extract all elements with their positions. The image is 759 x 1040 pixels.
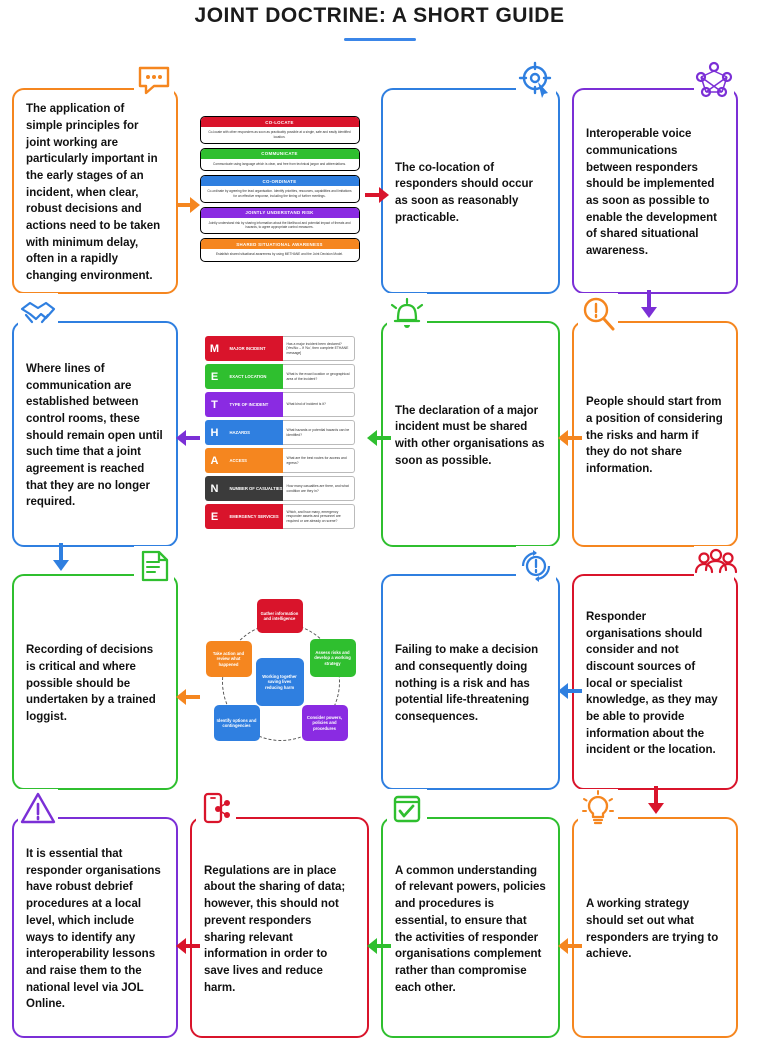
- card-text: A common understanding of relevant powers, policies and procedures is essential, to ensure that the activities of responder organisations complement rather than compromise each other.: [395, 864, 546, 994]
- cell-r2c4: [570, 309, 740, 549]
- methane-row: [205, 336, 355, 361]
- methane-row: [205, 420, 355, 445]
- joint-decision-model-diagram: [188, 572, 371, 792]
- card-text: It is essential that responder organisations have robust debrief procedures at a local level, which include ways to identify any interoperability lessons and raise them to the national level via JOL Online.: [26, 848, 161, 1011]
- people-group-icon: [694, 546, 734, 586]
- principle-heading: CO-ORDINATE: [201, 176, 359, 186]
- arrow-left-red: [174, 935, 200, 957]
- warning-triangle-icon: [18, 789, 58, 829]
- card-text: Responder organisations should consider and not discount sources of local or specialist knowledge, as they may be able to provide information about the incident or the location.: [586, 610, 718, 757]
- principle-row: [200, 175, 360, 203]
- checklist-icon: [387, 789, 427, 829]
- jdm-node: Assess risks and develop a working strategy: [310, 639, 356, 677]
- title-divider: [344, 38, 416, 41]
- cell-r1c4: [570, 76, 740, 296]
- target-location-icon: [516, 60, 556, 100]
- speech-bubble-icon: [134, 60, 174, 100]
- arrow-down-blue: [50, 543, 72, 573]
- methane-label: HAZARDS: [225, 420, 283, 445]
- principle-heading: COMMUNICATE: [201, 149, 359, 159]
- methane-label: EMERGENCY SERVICES: [225, 504, 283, 529]
- cell-r2c2-illustration: [188, 309, 371, 549]
- card-r4c1: [12, 817, 178, 1038]
- infographic-grid: [10, 76, 749, 1016]
- cell-r3c1: [10, 562, 180, 792]
- magnifier-warning-icon: [578, 293, 618, 333]
- jdm-node: Take action and review what happened: [206, 641, 252, 677]
- handshake-icon: [18, 293, 58, 333]
- methane-desc: Has a major incident been declared? [Yes/No – If 'No', then complete ETHANE message]: [283, 336, 355, 361]
- principle-body: Establish shared situational awareness by using METHANE and the Joint Decision Model.: [215, 252, 344, 257]
- methane-row: [205, 364, 355, 389]
- card-text: Regulations are in place about the sharing of data; however, this should not prevent responders sharing relevant information in order to save lives and reduce harm.: [204, 864, 346, 994]
- cell-r4c3: [379, 805, 562, 1040]
- arrow-right-red: [365, 184, 391, 206]
- card-text: The declaration of a major incident must be shared with other organisations as soon as possible.: [395, 404, 545, 467]
- principle-row: [200, 238, 360, 261]
- jdm-node: Gather information and intelligence: [257, 599, 303, 633]
- card-text: Failing to make a decision and consequently doing nothing is a risk and has potential life-threatening consequences.: [395, 644, 539, 723]
- arrow-left-purple: [174, 427, 200, 449]
- methane-label: MAJOR INCIDENT: [225, 336, 283, 361]
- arrow-down-purple: [638, 290, 660, 320]
- methane-desc: Which, and how many, emergency responder assets and personnel are required or are already on scene?: [283, 504, 355, 529]
- principle-body: Co-ordinate by agreeing the lead organisation. Identify priorities, resources, capabilities and limitations for an effective response, including the timing of further meetings.: [207, 189, 352, 198]
- card-r2c3: [381, 321, 560, 547]
- cell-r3c4: [570, 562, 740, 792]
- card-r1c1: [12, 88, 178, 294]
- methane-row: [205, 448, 355, 473]
- principle-heading: CO-LOCATE: [201, 117, 359, 127]
- methane-model-diagram: [188, 319, 371, 549]
- card-r3c1: [12, 574, 178, 790]
- methane-letter: M: [205, 336, 225, 361]
- methane-row: [205, 392, 355, 417]
- card-r1c4: [572, 88, 738, 294]
- page-title: JOINT DOCTRINE: A SHORT GUIDE: [194, 4, 565, 27]
- arrow-left-orange: [556, 427, 582, 449]
- methane-letter: N: [205, 476, 225, 501]
- cell-r4c4: [570, 805, 740, 1040]
- methane-label: TYPE OF INCIDENT: [225, 392, 283, 417]
- methane-label: NUMBER OF CASUALTIES: [225, 476, 283, 501]
- card-text: A working strategy should set out what responders are trying to achieve.: [586, 898, 719, 961]
- methane-label: EXACT LOCATION: [225, 364, 283, 389]
- mobile-share-icon: [196, 789, 236, 829]
- principle-row: [200, 116, 360, 144]
- card-text: Recording of decisions is critical and where possible should be undertaken by a trained loggist.: [26, 644, 156, 723]
- principle-heading: SHARED SITUATIONAL AWARENESS: [201, 239, 359, 249]
- card-r2c4: [572, 321, 738, 547]
- card-r1c3: [381, 88, 560, 294]
- card-r4c4: [572, 817, 738, 1038]
- arrow-left-green: [365, 427, 391, 449]
- jdm-node: Consider powers, policies and procedures: [302, 705, 348, 741]
- card-r2c1: [12, 321, 178, 547]
- card-r3c4: [572, 574, 738, 790]
- methane-desc: What kind of incident is it?: [283, 392, 355, 417]
- principle-body: Communicate using language which is clear, and free from technical jargon and abbreviations.: [213, 161, 346, 166]
- methane-letter: A: [205, 448, 225, 473]
- methane-letter: E: [205, 504, 225, 529]
- methane-row: [205, 476, 355, 501]
- methane-letter: E: [205, 364, 225, 389]
- card-r4c2: [190, 817, 369, 1038]
- network-nodes-icon: [694, 60, 734, 100]
- cell-r1c2-illustration: [188, 76, 371, 296]
- cell-r3c3: [379, 562, 562, 792]
- principle-body: Jointly understand risk by sharing information about the likelihood and potential impact of threats and hazards, to agree appropriate control measures.: [208, 220, 351, 230]
- arrow-left-orange: [174, 686, 200, 708]
- joint-working-principles-diagram: [188, 86, 371, 296]
- methane-desc: How many casualties are there, and what condition are they in?: [283, 476, 355, 501]
- methane-desc: What is the exact location or geographical area of the incident?: [283, 364, 355, 389]
- cell-r2c3: [379, 309, 562, 549]
- principle-body: Co-locate with other responders as soon as practicably possible at a single, safe and easily identified location.: [208, 130, 351, 139]
- arrow-down-red: [645, 786, 667, 816]
- methane-letter: T: [205, 392, 225, 417]
- card-text: Interoperable voice communications between responders should be implemented as soon as possible to enable the development of shared situational awareness.: [586, 128, 718, 258]
- jdm-centre: Working together saving lives reducing harm: [256, 658, 304, 706]
- cell-r1c3: [379, 76, 562, 296]
- card-text: The application of simple principles for joint working are particularly important in the early stages of an incident, when clear, robust decisions and actions need to be taken with minimum delay, often in a rapidly changing environment.: [26, 103, 161, 283]
- decision-cycle-icon: [516, 546, 556, 586]
- methane-desc: What hazards or potential hazards can be identified?: [283, 420, 355, 445]
- principle-row: [200, 207, 360, 235]
- arrow-left-blue: [556, 680, 582, 702]
- lightbulb-idea-icon: [578, 789, 618, 829]
- arrow-right-orange: [176, 194, 202, 216]
- card-text: People should start from a position of considering the risks and harm if they do not share information.: [586, 396, 723, 475]
- arrow-left-orange: [556, 935, 582, 957]
- alarm-bell-icon: [387, 293, 427, 333]
- methane-label: ACCESS: [225, 448, 283, 473]
- card-r3c3: [381, 574, 560, 790]
- card-text: The co-location of responders should occur as soon as reasonably practicable.: [395, 161, 534, 224]
- title-block: [0, 0, 759, 41]
- notepad-pencil-icon: [134, 546, 174, 586]
- methane-letter: H: [205, 420, 225, 445]
- cell-r1c1: [10, 76, 180, 296]
- arrow-left-green: [365, 935, 391, 957]
- methane-row: [205, 504, 355, 529]
- cell-r2c1: [10, 309, 180, 549]
- card-text: Where lines of communication are established between control rooms, these should remain open until such time that a joint agreement is reached that they are no longer required.: [26, 362, 163, 509]
- principle-heading: JOINTLY UNDERSTAND RISK: [201, 208, 359, 218]
- cell-r4c2: [188, 805, 371, 1040]
- jdm-node: Identify options and contingencies: [214, 705, 260, 741]
- cell-r4c1: [10, 805, 180, 1040]
- card-r4c3: [381, 817, 560, 1038]
- principle-row: [200, 148, 360, 171]
- methane-desc: What are the best routes for access and egress?: [283, 448, 355, 473]
- cell-r3c2-illustration: [188, 562, 371, 792]
